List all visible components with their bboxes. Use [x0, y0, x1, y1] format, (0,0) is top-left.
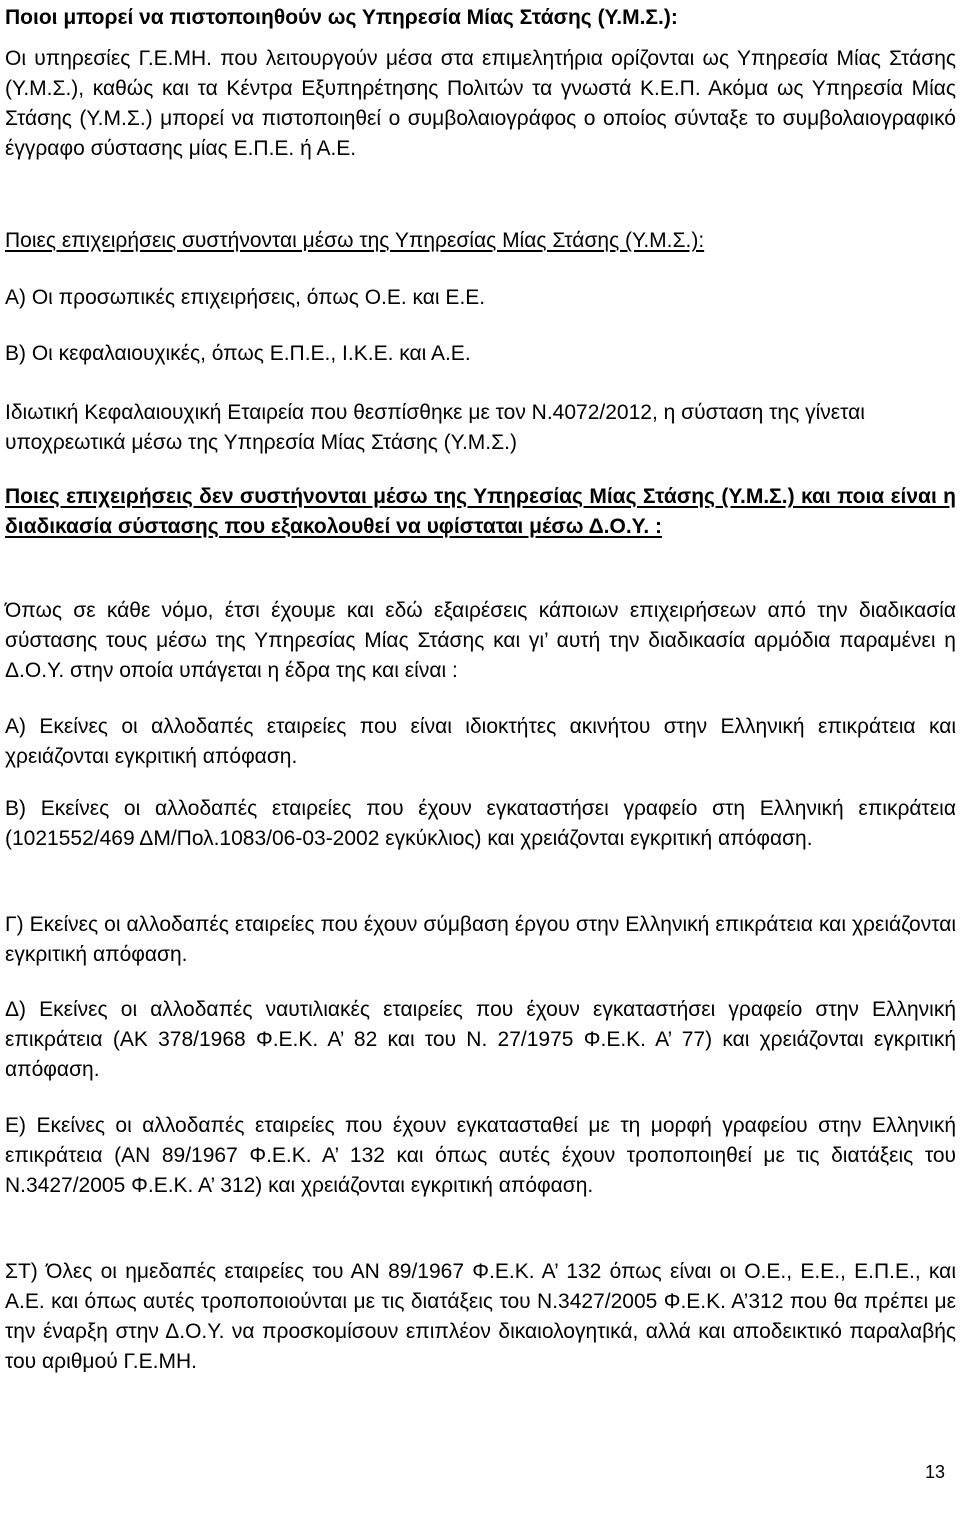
ymс-definition-paragraph: Οι υπηρεσίες Γ.Ε.ΜΗ. που λειτουργούν μέσα στα επιμελητήρια ορίζονται ως Υπηρεσία Μίας Στάσης (Υ.Μ.Σ.), καθώς και τα Κέντρα Εξυπηρέτησης Πολιτών τα γνωστά Κ.Ε.Π. Ακόμα ως Υπηρεσία Μίας Στάσης (Υ.Μ.Σ.) μπορεί να πιστοποιηθεί ο συμβολαιογράφος ο οποίος σύνταξε το συμβολαιογραφικό έγγραφο σύστασης μίας Ε.Π.Ε. ή Α.Ε.	[5, 47, 956, 160]
exception-item-b: Β) Εκείνες οι αλλοδαπές εταιρείες που έχουν εγκαταστήσει γραφείο στη Ελληνική επικράτεια (1021552/469 ΔΜ/Πολ.1083/06-03-2002 εγκύκλιος) και χρειάζονται εγκριτική απόφαση.	[5, 797, 956, 850]
question-which-businesses-registered: Ποιες επιχειρήσεις συστήνονται μέσω της Υπηρεσίας Μίας Στάσης (Υ.Μ.Σ.):	[5, 229, 705, 252]
page-number: 13	[925, 1462, 946, 1482]
list-item-personal-businesses: Α) Οι προσωπικές επιχειρήσεις, όπως Ο.Ε. και Ε.Ε.	[5, 286, 486, 309]
question-which-businesses-not-registered: Ποιες επιχειρήσεις δεν συστήνονται μέσω της Υπηρεσίας Μίας Στάσης (Υ.Μ.Σ.) και ποια είναι η διαδικασία σύστασης που εξακολουθεί να υφίσταται μέσω Δ.Ο.Υ. :	[5, 485, 956, 538]
exception-item-e: Ε) Εκείνες οι αλλοδαπές εταιρείες που έχουν εγκατασταθεί με τη μορφή γραφείου στην Ελληνική επικράτεια (ΑΝ 89/1967 Φ.Ε.Κ. Α’ 132 και όπως αυτές έχουν τροποποιηθεί με τις διατάξεις του Ν.3427/2005 Φ.Ε.Κ. Α’ 312) και χρειάζονται εγκριτική απόφαση.	[5, 1114, 956, 1197]
page-heading: Ποιοι μπορεί να πιστοποιηθούν ως Υπηρεσία Μίας Στάσης (Υ.Μ.Σ.):	[5, 6, 678, 29]
exception-item-a: Α) Εκείνες οι αλλοδαπές εταιρείες που είναι ιδιοκτήτες ακινήτου στην Ελληνική επικράτεια και χρειάζονται εγκριτική απόφαση.	[5, 715, 956, 768]
exception-item-g: Γ) Εκείνες οι αλλοδαπές εταιρείες που έχουν σύμβαση έργου στην Ελληνική επικράτεια και χρειάζονται εγκριτική απόφαση.	[5, 913, 956, 966]
exception-item-st: ΣΤ) Όλες οι ημεδαπές εταιρείες του ΑΝ 89/1967 Φ.Ε.Κ. Α’ 132 όπως είναι οι Ο.Ε., Ε.Ε., Ε.Π.Ε., και Α.Ε. και όπως αυτές τροποποιούνται με τις διατάξεις του Ν.3427/2005 Φ.Ε.Κ. Α’312 που θα πρέπει με την έναρξη στην Δ.Ο.Υ. να προσκομίσουν επιπλέον δικαιολογητικά, αλλά και αποδεικτικό παραλαβής του αριθμού Γ.Ε.ΜΗ.	[5, 1260, 956, 1373]
list-item-capital-businesses: Β) Οι κεφαλαιουχικές, όπως Ε.Π.Ε., Ι.Κ.Ε. και Α.Ε.	[5, 342, 471, 365]
exception-item-d: Δ) Εκείνες οι αλλοδαπές ναυτιλιακές εταιρείες που έχουν εγκαταστήσει γραφείο στην Ελληνική επικράτεια (ΑΚ 378/1968 Φ.Ε.Κ. Α’ 82 και του Ν. 27/1975 Φ.Ε.Κ. Α’ 77) και χρειάζονται εγκριτική απόφαση.	[5, 998, 956, 1081]
ike-paragraph: Ιδιωτική Κεφαλαιουχική Εταιρεία που θεσπίσθηκε με τον Ν.4072/2012, η σύσταση της γίνεται υποχρεωτικά μέσω της Υπηρεσία Μίας Στάσης (Υ.Μ.Σ.)	[5, 401, 865, 454]
exceptions-intro-paragraph: Όπως σε κάθε νόμο, έτσι έχουμε και εδώ εξαιρέσεις κάποιων επιχειρήσεων από την διαδικασία σύστασης τους μέσω της Υπηρεσίας Μίας Στάσης και γι’ αυτή την διαδικασία αρμόδια παραμένει η Δ.Ο.Υ. στην οποία υπάγεται η έδρα της και είναι :	[5, 599, 956, 682]
